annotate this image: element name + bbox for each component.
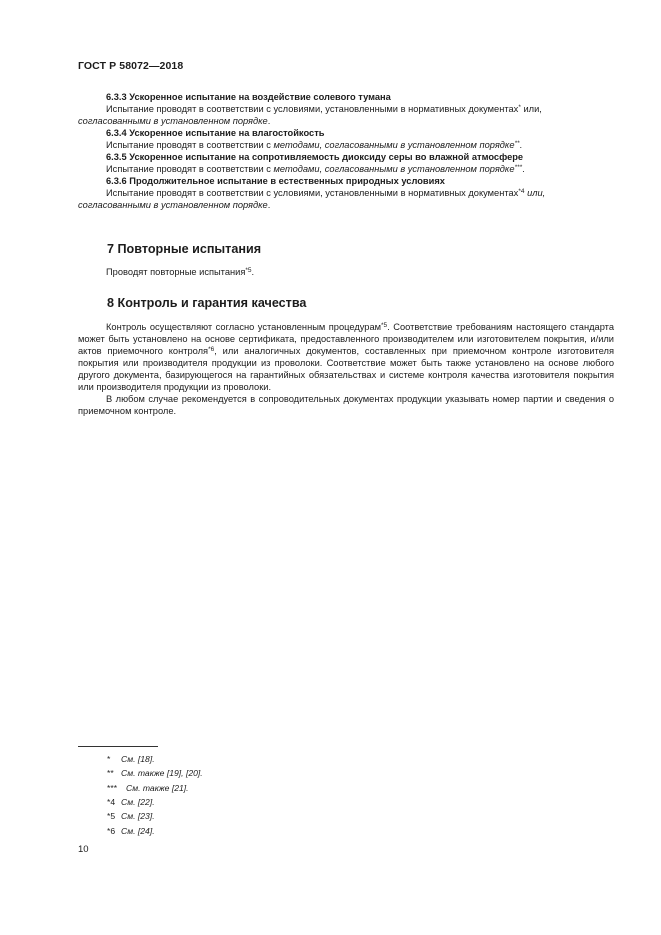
section-7-title: 7 Повторные испытания bbox=[107, 242, 262, 256]
section-8-body bbox=[78, 321, 614, 417]
footnote-mark: *5 bbox=[107, 811, 116, 821]
footnote-ref: ** bbox=[514, 140, 520, 147]
footnote-ref: *** bbox=[514, 164, 523, 171]
footnote-text: См. также [19], [20]. bbox=[121, 768, 203, 778]
subsection-6-3-4-text: Испытание проводят в соответствии с методами, согласованными в установленном порядке**. bbox=[106, 140, 523, 150]
subsection-6-3-4-title: 6.3.4 Ускоренное испытание на влагостойкость bbox=[106, 128, 325, 138]
footnote-mark: *4 bbox=[107, 797, 116, 807]
footnote-mark: ** bbox=[107, 768, 114, 778]
s633-text-b: или, bbox=[523, 104, 542, 114]
footnote-item bbox=[107, 754, 155, 765]
section-7-text: Проводят повторные испытания$^{*5}$. bbox=[106, 267, 255, 277]
s8-p1-b: . Соответствие требованиям настоящего стандарта может быть установлено на основе сертификата, предоставленного производителем или изготовителем покрытия, и/или актов приемочного контроля bbox=[78, 322, 614, 356]
s8-p1-c: , или аналогичных документов, составленных при приемочном контроле изготовителя покрытия или производителя продукции из проволоки. Соответствие может быть также установлено на основе любого другого документа, базирующегося на гарантийных обязательствах и системе контроля качества изготовителя покрытия или производителя продукции из проволоки. bbox=[78, 346, 614, 392]
s633-text-c: согласованными в установленном порядке bbox=[78, 116, 268, 126]
s634-text-a: Испытание проводят в соответствии с bbox=[106, 140, 274, 150]
footnote-mark: *** bbox=[107, 783, 118, 793]
subsection-6-3-6-text: Испытание проводят в соответствии с условиями, установленными в нормативных документах$^{*4}$ или, согласованными в установленном порядке. bbox=[78, 188, 546, 210]
footnote-mark: * bbox=[107, 754, 111, 764]
page-number: 10 bbox=[78, 844, 89, 855]
section-8-paragraph-1 bbox=[78, 321, 614, 393]
footnote-item bbox=[107, 811, 155, 822]
s635-text-a: Испытание проводят в соответствии с bbox=[106, 164, 274, 174]
s635-text-b: методами, согласованными в установленном порядке bbox=[273, 164, 515, 174]
s636-text-a: Испытание проводят в соответствии с условиями, установленными в нормативных документах bbox=[106, 188, 519, 198]
s7-text: Проводят повторные испытания bbox=[106, 267, 246, 277]
footnote-item bbox=[107, 783, 189, 794]
footnote-text: См. [18]. bbox=[121, 754, 155, 764]
footnote-ref: *5 bbox=[381, 322, 388, 329]
section-6-3-block bbox=[78, 91, 614, 211]
footnote-text: См. также [21]. bbox=[126, 783, 189, 793]
footnote-text: См. [23]. bbox=[121, 811, 155, 821]
subsection-6-3-3-title: 6.3.3 Ускоренное испытание на воздействие солевого тумана bbox=[106, 92, 391, 102]
footnote-item bbox=[107, 797, 155, 808]
s8-p1-a: Контроль осуществляют согласно установленным процедурам bbox=[106, 322, 382, 332]
s634-text-b: методами, согласованными в установленном порядке bbox=[273, 140, 515, 150]
footnote-separator bbox=[78, 746, 158, 747]
subsection-6-3-5-text: Испытание проводят в соответствии с методами, согласованными в установленном порядке***. bbox=[106, 164, 525, 174]
footnote-ref: *4 bbox=[518, 188, 525, 195]
section-8-title: 8 Контроль и гарантия качества bbox=[107, 296, 307, 310]
s636-text-b: или, согласованными в установленном порядке bbox=[78, 188, 546, 210]
footnote-mark: *6 bbox=[107, 826, 116, 836]
document-code-header: ГОСТ Р 58072—2018 bbox=[78, 60, 184, 72]
s633-text-a: Испытание проводят в соответствии с условиями, установленными в нормативных документах bbox=[106, 104, 519, 114]
footnote-ref: *6 bbox=[208, 346, 215, 353]
section-8-paragraph-2: В любом случае рекомендуется в сопроводительных документах продукции указывать номер партии и сведения о приемочном контроле. bbox=[78, 394, 614, 416]
footnote-item bbox=[107, 826, 155, 837]
subsection-6-3-3-text: Испытание проводят в соответствии с условиями, установленными в нормативных документах* или, согласованными в установленном порядке. bbox=[78, 104, 542, 126]
footnote-text: См. [22]. bbox=[121, 797, 155, 807]
footnote-ref: *5 bbox=[245, 267, 252, 274]
footnote-text: См. [24]. bbox=[121, 826, 155, 836]
subsection-6-3-6-title: 6.3.6 Продолжительное испытание в естественных природных условиях bbox=[106, 176, 445, 186]
footnote-ref: * bbox=[518, 104, 521, 111]
footnote-item bbox=[107, 768, 203, 779]
subsection-6-3-5-title: 6.3.5 Ускоренное испытание на сопротивляемость диоксиду серы во влажной атмосфере bbox=[106, 152, 524, 162]
